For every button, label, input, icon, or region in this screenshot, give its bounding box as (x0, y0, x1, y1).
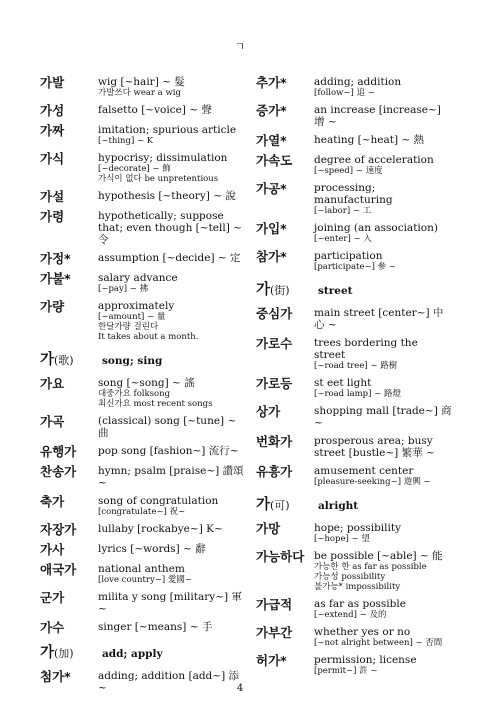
dictionary-entry (40, 465, 245, 489)
entry-definition (98, 300, 245, 342)
definition-line: [~thing] ~ K (98, 136, 154, 146)
definition-line: as far as possible (314, 598, 406, 610)
definition-line: assumption [~decide] ~ 定 (98, 252, 241, 264)
entry-headword: 가로수 (256, 336, 293, 351)
section-headword-hangul: 가 (256, 497, 271, 513)
dictionary-entry (256, 435, 452, 459)
entry-headword: 유행가 (40, 444, 77, 459)
definition-line: milita y song [military~] 軍~ (98, 591, 242, 615)
definition-line: processing; manufacturing (314, 182, 393, 206)
dictionary-entry (40, 543, 245, 557)
entry-headword: 유흥가 (256, 464, 293, 479)
definition-line: [~amount] ~ 量 (98, 312, 166, 322)
section-headword-hanja: (可) (270, 499, 290, 512)
entry-definition (98, 465, 245, 489)
entry-headword: 첨가* (40, 669, 71, 684)
entry-headword: 가부간 (256, 625, 293, 640)
definition-line: [follow~] 追 ~ (314, 88, 375, 98)
section-gloss: song; sing (102, 355, 163, 367)
entry-definition (314, 182, 452, 216)
entry-definition (314, 465, 452, 487)
section-headword (256, 278, 318, 299)
entry-definition (98, 621, 245, 635)
entry-headword: 가요 (40, 376, 65, 391)
definition-line: [~enter] ~ 入 (314, 234, 372, 244)
entry-headword: 자장가 (40, 522, 77, 537)
dictionary-entry (40, 210, 245, 246)
entry-definition (314, 598, 452, 620)
entry-definition (98, 543, 245, 557)
dictionary-entry (256, 154, 452, 176)
entry-headword: 가열* (256, 133, 287, 148)
entry-headword: 가급적 (256, 597, 293, 612)
dictionary-entry (256, 522, 452, 544)
section-headword (256, 493, 318, 514)
dictionary-entry (256, 134, 452, 148)
dictionary-entry (40, 272, 245, 294)
definition-line: amusement center (314, 465, 414, 477)
definition-line: song [~song] ~ 謠 (98, 377, 195, 389)
entry-definition (314, 154, 452, 176)
entry-headword: 찬송가 (40, 464, 77, 479)
dictionary-entry (256, 182, 452, 216)
entry-headword: 가속도 (256, 153, 293, 168)
dictionary-entry (40, 300, 245, 342)
definition-line: 가능한 한 as far as possible (314, 562, 427, 572)
definition-line: [~road lamp] ~ 路燈 (314, 389, 401, 399)
entry-definition (98, 445, 245, 459)
definition-line: 한달가량 걸린다 (98, 322, 159, 332)
entry-definition (98, 124, 245, 146)
definition-line: hypothetically; suppose (98, 210, 224, 222)
entry-definition (98, 591, 245, 615)
definition-line: [~not alright between] ~ 否間 (314, 638, 443, 648)
dictionary-entry (256, 337, 452, 371)
entry-headword: 가사 (40, 542, 65, 557)
entry-definition (314, 550, 452, 592)
dictionary-entry (40, 621, 245, 635)
section-heading (256, 278, 452, 299)
left-column (40, 76, 245, 700)
definition-line: heating [~heat] ~ 熱 (314, 134, 425, 146)
definition-line: [congratulate~] 祝~ (98, 507, 186, 517)
definition-line: that; even though [~tell] ~ 令 (98, 222, 242, 246)
entry-headword: 가능하다 (256, 549, 305, 564)
dictionary-entry (40, 76, 245, 98)
entry-headword: 가불* (40, 271, 71, 286)
entry-headword: 가짜 (40, 123, 65, 138)
dictionary-entry (40, 124, 245, 146)
section-gloss: alright (318, 500, 359, 512)
dictionary-entry (256, 465, 452, 487)
definition-line: [~labor] ~ 工 (314, 206, 372, 216)
entry-headword: 가정* (40, 251, 71, 266)
entry-definition (314, 626, 452, 648)
dictionary-entry (256, 377, 452, 399)
entry-definition (98, 377, 245, 409)
section-headword-hangul: 가 (40, 645, 55, 661)
dictionary-entry (40, 415, 245, 439)
dictionary-entry (40, 377, 245, 409)
dictionary-entry (256, 250, 452, 272)
entry-definition (98, 252, 245, 266)
definition-line: be possible [~able] ~ 能 (314, 550, 443, 562)
section-headword-hangul: 가 (40, 352, 55, 368)
definition-line: 최신가요 most recent songs (98, 399, 213, 409)
definition-line: hymn; psalm [praise~] 讚頌~ (98, 465, 244, 489)
entry-definition (98, 495, 245, 517)
entry-headword: 허가* (256, 653, 287, 668)
definition-line: salary advance (98, 272, 178, 284)
entry-headword: 가발 (40, 75, 65, 90)
dictionary-entry (40, 523, 245, 537)
definition-line: street [bustle~] 繁華 ~ (314, 447, 435, 459)
definition-line: [~extend] ~ 及的 (314, 610, 387, 620)
entry-headword: 참가* (256, 249, 287, 264)
dictionary-entry (256, 222, 452, 244)
dictionary-entry (40, 104, 245, 118)
section-heading (40, 348, 245, 369)
definition-line: [pleasure-seeking~] 遊興 ~ (314, 477, 431, 487)
dictionary-entry (256, 307, 452, 331)
entry-definition (314, 250, 452, 272)
definition-line: [~hope] ~ 望 (314, 534, 370, 544)
entry-headword: 가성 (40, 103, 65, 118)
definition-line: joining (an association) (314, 222, 438, 234)
definition-line: [~speed] ~ 速度 (314, 166, 383, 176)
definition-line: main street [center~] 中心 ~ (314, 307, 444, 331)
dictionary-entry (40, 252, 245, 266)
entry-definition (98, 104, 245, 118)
entry-headword: 애국가 (40, 562, 77, 577)
definition-line: [~decorate] ~ 飾 (98, 164, 171, 174)
section-headword-hanja: (街) (270, 284, 290, 297)
definition-line: pop song [fashion~] 流行~ (98, 445, 239, 457)
entry-definition (314, 222, 452, 244)
definition-line: hypothesis [~theory] ~ 說 (98, 190, 236, 202)
definition-line: an increase [increase~] 增 ~ (314, 104, 441, 128)
entry-definition (314, 522, 452, 544)
definition-line: [~pay] ~ 拂 (98, 284, 149, 294)
entry-headword: 추가* (256, 75, 287, 90)
definition-line: prosperous area; busy (314, 435, 433, 447)
entry-definition (314, 435, 452, 459)
entry-headword: 가설 (40, 189, 65, 204)
entry-headword: 가로등 (256, 376, 293, 391)
entry-definition (98, 272, 245, 294)
entry-headword: 상가 (256, 404, 281, 419)
page-number: 4 (236, 683, 244, 694)
definition-line: It takes about a month. (98, 332, 199, 342)
dictionary-entry (256, 405, 452, 429)
definition-line: whether yes or no (314, 626, 411, 638)
section-heading (256, 493, 452, 514)
section-headword-hangul: 가 (256, 282, 271, 298)
dictionary-entry (256, 550, 452, 592)
entry-definition (314, 654, 452, 676)
definition-line: adding; addition [add~] 添 ~ (98, 670, 240, 694)
section-heading (40, 641, 245, 662)
entry-definition (314, 405, 452, 429)
definition-line: hypocrisy; dissimulation (98, 152, 228, 164)
entry-headword: 가식 (40, 151, 65, 166)
entry-definition (98, 190, 245, 204)
entry-headword: 가공* (256, 181, 287, 196)
entry-definition (314, 134, 452, 148)
definition-line: [permit~] 許 ~ (314, 666, 378, 676)
definition-line: lyrics [~words] ~ 辭 (98, 543, 206, 555)
definition-line: falsetto [~voice] ~ 聲 (98, 104, 212, 116)
entry-headword: 축가 (40, 494, 65, 509)
entry-definition (314, 377, 452, 399)
dictionary-entry (256, 104, 452, 128)
section-headword-hanja: (加) (54, 647, 74, 660)
dictionary-entry (256, 626, 452, 648)
entry-definition (98, 76, 245, 98)
entry-headword: 가망 (256, 521, 281, 536)
definition-line: 가식이 없다 be unpretentious (98, 174, 219, 184)
entry-headword: 가수 (40, 620, 65, 635)
entry-definition (98, 523, 245, 537)
right-column (256, 76, 452, 682)
definition-line: 가발쓰다 wear a wig (98, 88, 181, 98)
dictionary-entry (256, 598, 452, 620)
definition-line: 가능성 possibility (314, 572, 386, 582)
definition-line: 대중가요 folksong (98, 389, 171, 399)
definition-line: [love country~] 愛國~ (98, 575, 193, 585)
entry-headword: 가령 (40, 209, 65, 224)
definition-line: trees bordering the street (314, 337, 418, 361)
definition-line: participation (314, 250, 383, 262)
definition-line: national anthem (98, 563, 185, 575)
entry-headword: 가량 (40, 299, 65, 314)
definition-line: [participate~] 參 ~ (314, 262, 396, 272)
entry-headword: 중심가 (256, 306, 293, 321)
definition-line: degree of acceleration (314, 154, 434, 166)
entry-definition (98, 210, 245, 246)
dictionary-entry (40, 591, 245, 615)
entry-headword: 번화가 (256, 434, 293, 449)
entry-definition (314, 104, 452, 128)
dictionary-entry (40, 495, 245, 517)
section-gloss: street (318, 285, 353, 297)
entry-definition (314, 307, 452, 331)
definition-line: approximately (98, 300, 175, 312)
definition-line: [~road tree] ~ 路樹 (314, 361, 398, 371)
definition-line: wig [~hair] ~ 髮 (98, 76, 185, 88)
definition-line: permission; license (314, 654, 417, 666)
section-headword-hanja: (歌) (54, 354, 74, 367)
dictionary-entry (256, 76, 452, 98)
definition-line: st eet light (314, 377, 372, 389)
entry-definition (98, 415, 245, 439)
entry-definition (314, 76, 452, 98)
section-gloss: add; apply (102, 648, 163, 660)
definition-line: imitation; spurious article (98, 124, 237, 136)
entry-definition (98, 563, 245, 585)
definition-line: adding; addition (314, 76, 402, 88)
entry-definition (98, 152, 245, 184)
section-headword (40, 641, 102, 662)
definition-line: lullaby [rockabye~] K~ (98, 523, 223, 535)
definition-line: 불가능* impossibility (314, 582, 401, 592)
dictionary-entry (40, 190, 245, 204)
entry-headword: 가입* (256, 221, 287, 236)
definition-line: song of congratulation (98, 495, 219, 507)
dictionary-entry (256, 654, 452, 676)
definition-line: hope; possibility (314, 522, 402, 534)
entry-headword: 가곡 (40, 414, 65, 429)
page-header-letter: ㄱ (234, 40, 246, 53)
entry-headword: 군가 (40, 590, 65, 605)
dictionary-entry (40, 445, 245, 459)
dictionary-entry (40, 563, 245, 585)
entry-headword: 증가* (256, 103, 287, 118)
definition-line: singer [~means] ~ 手 (98, 621, 213, 633)
entry-definition (314, 337, 452, 371)
dictionary-entry (40, 152, 245, 184)
section-headword (40, 348, 102, 369)
definition-line: (classical) song [~tune] ~ 曲 (98, 415, 237, 439)
definition-line: shopping mall [trade~] 商 ~ (314, 405, 452, 429)
